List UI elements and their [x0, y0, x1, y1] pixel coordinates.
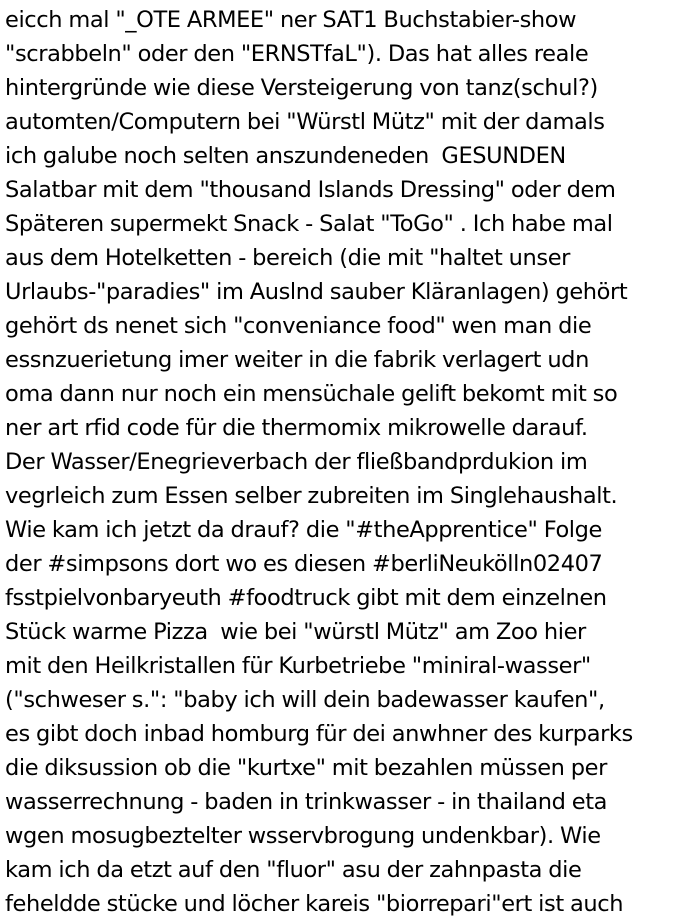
body-text: [5, 3, 684, 920]
text-line: Urlaubs-"paradies" im Auslnd sauber Kläranlagen) gehört: [5, 279, 628, 305]
text-line: Der Wasser/Enegrieverbach der fließbandprdukion im: [5, 449, 588, 475]
text-line: wgen mosugbeztelter wsservbrogung undenkbar). Wie: [5, 823, 601, 849]
text-line: mit den Heilkristallen für Kurbetriebe "miniral-wasser": [5, 653, 591, 679]
text-line: ich galube noch selten anszundeneden GESUNDEN: [5, 143, 566, 169]
text-line: der #simpsons dort wo es diesen #berliNeukölln02407: [5, 551, 603, 577]
text-line: gehört ds nenet sich "conveniance food" wen man die: [5, 313, 592, 339]
text-line: die diksussion ob die "kurtxe" mit bezahlen müssen per: [5, 755, 607, 781]
text-line: es gibt doch inbad homburg für dei anwhner des kurparks: [5, 721, 633, 747]
text-line: vegrleich zum Essen selber zubreiten im Singlehaushalt.: [5, 483, 618, 509]
text-line: automten/Computern bei "Würstl Mütz" mit der damals: [5, 109, 605, 135]
text-line: Späteren supermekt Snack - Salat "ToGo" . Ich habe mal: [5, 211, 613, 237]
text-line: hintergründe wie diese Versteigerung von tanz(schul?): [5, 75, 598, 101]
text-line: aus dem Hotelketten - bereich (die mit "haltet unser: [5, 245, 570, 271]
text-line: ner art rfid code für die thermomix mikrowelle darauf.: [5, 415, 588, 441]
text-line: fsstpielvonbaryeuth #foodtruck gibt mit dem einzelnen: [5, 585, 607, 611]
text-line: Stück warme Pizza wie bei "würstl Mütz" am Zoo hier: [5, 619, 586, 645]
text-line: eicch mal "_OTE ARMEE" ner SAT1 Buchstabier-show: [5, 7, 577, 33]
text-line: Wie kam ich jetzt da drauf? die "#theApprentice" Folge: [5, 517, 602, 543]
text-line: kam ich da etzt auf den "fluor" asu der zahnpasta die: [5, 857, 582, 883]
text-line: wasserrechnung - baden in trinkwasser - in thailand eta: [5, 789, 608, 815]
text-line: ("schweser s.": "baby ich will dein badewasser kaufen",: [5, 687, 605, 713]
text-line: essnzuerietung imer weiter in die fabrik verlagert udn: [5, 347, 589, 373]
text-line: "scrabbeln" oder den "ERNSTfaL"). Das hat alles reale: [5, 41, 589, 67]
text-line: feheldde stücke und löcher kareis "biorrepari"ert ist auch: [5, 891, 624, 917]
text-line: Salatbar mit dem "thousand Islands Dressing" oder dem: [5, 177, 616, 203]
text-line: oma dann nur noch ein mensüchale gelift bekomt mit so: [5, 381, 618, 407]
